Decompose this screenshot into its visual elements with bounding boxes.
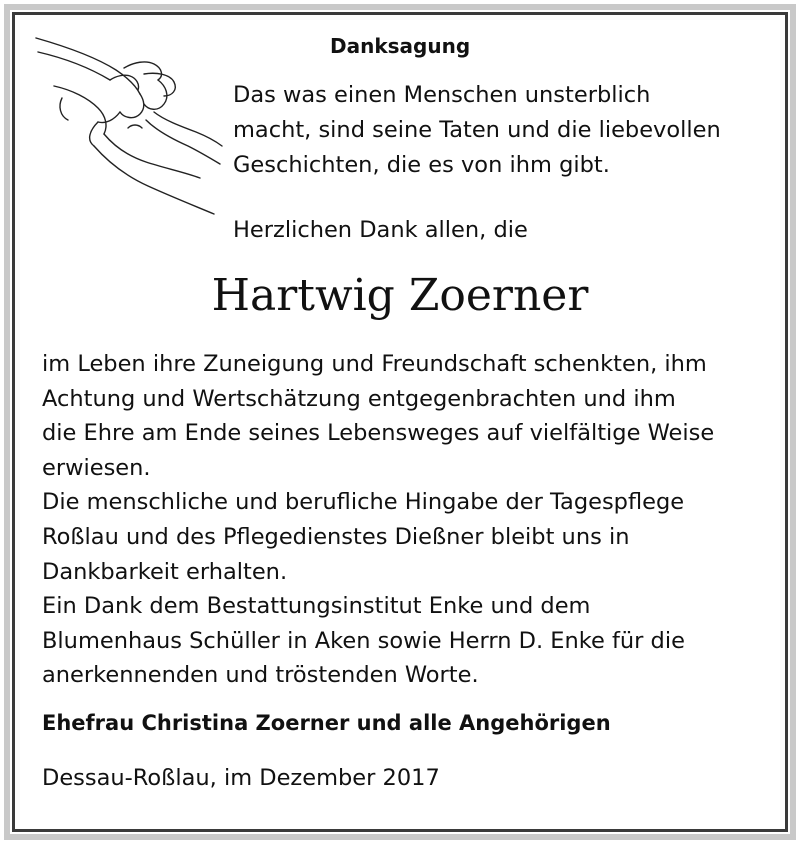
body-line: Dankbarkeit erhalten. xyxy=(42,558,288,585)
body-line: erwiesen. xyxy=(42,454,151,481)
intro-line: macht, sind seine Taten und die liebevollen xyxy=(233,117,721,143)
body-text xyxy=(42,347,714,693)
thanks-line: Herzlichen Dank allen, die xyxy=(233,217,528,243)
heading: Danksagung xyxy=(330,34,471,58)
intro-line: Geschichten, die es von ihm gibt. xyxy=(233,152,610,178)
body-line: die Ehre am Ende seines Lebensweges auf vielfältige Weise xyxy=(42,420,715,447)
body-line: Achtung und Wertschätzung entgegenbrachten und ihm xyxy=(42,385,676,412)
body-line: Blumenhaus Schüller in Aken sowie Herrn D. Enke für die xyxy=(42,627,685,654)
deceased-name: Hartwig Zoerner xyxy=(211,270,589,321)
body-line: anerkennenden und tröstenden Worte. xyxy=(42,662,479,689)
body-line: Ein Dank dem Bestattungsinstitut Enke und dem xyxy=(42,593,591,620)
holding-hands-illustration xyxy=(24,28,224,228)
intro-line: Das was einen Menschen unsterblich xyxy=(233,82,651,108)
body-line: Die menschliche und berufliche Hingabe der Tagespflege xyxy=(42,489,685,516)
body-line: im Leben ihre Zuneigung und Freundschaft schenkten, ihm xyxy=(42,351,707,377)
place-date: Dessau-Roßlau, im Dezember 2017 xyxy=(42,765,440,791)
signature: Ehefrau Christina Zoerner und alle Angehörigen xyxy=(42,711,611,735)
intro-quote xyxy=(233,78,721,183)
body-line: Roßlau und des Pflegedienstes Dießner bleibt uns in xyxy=(42,523,630,550)
